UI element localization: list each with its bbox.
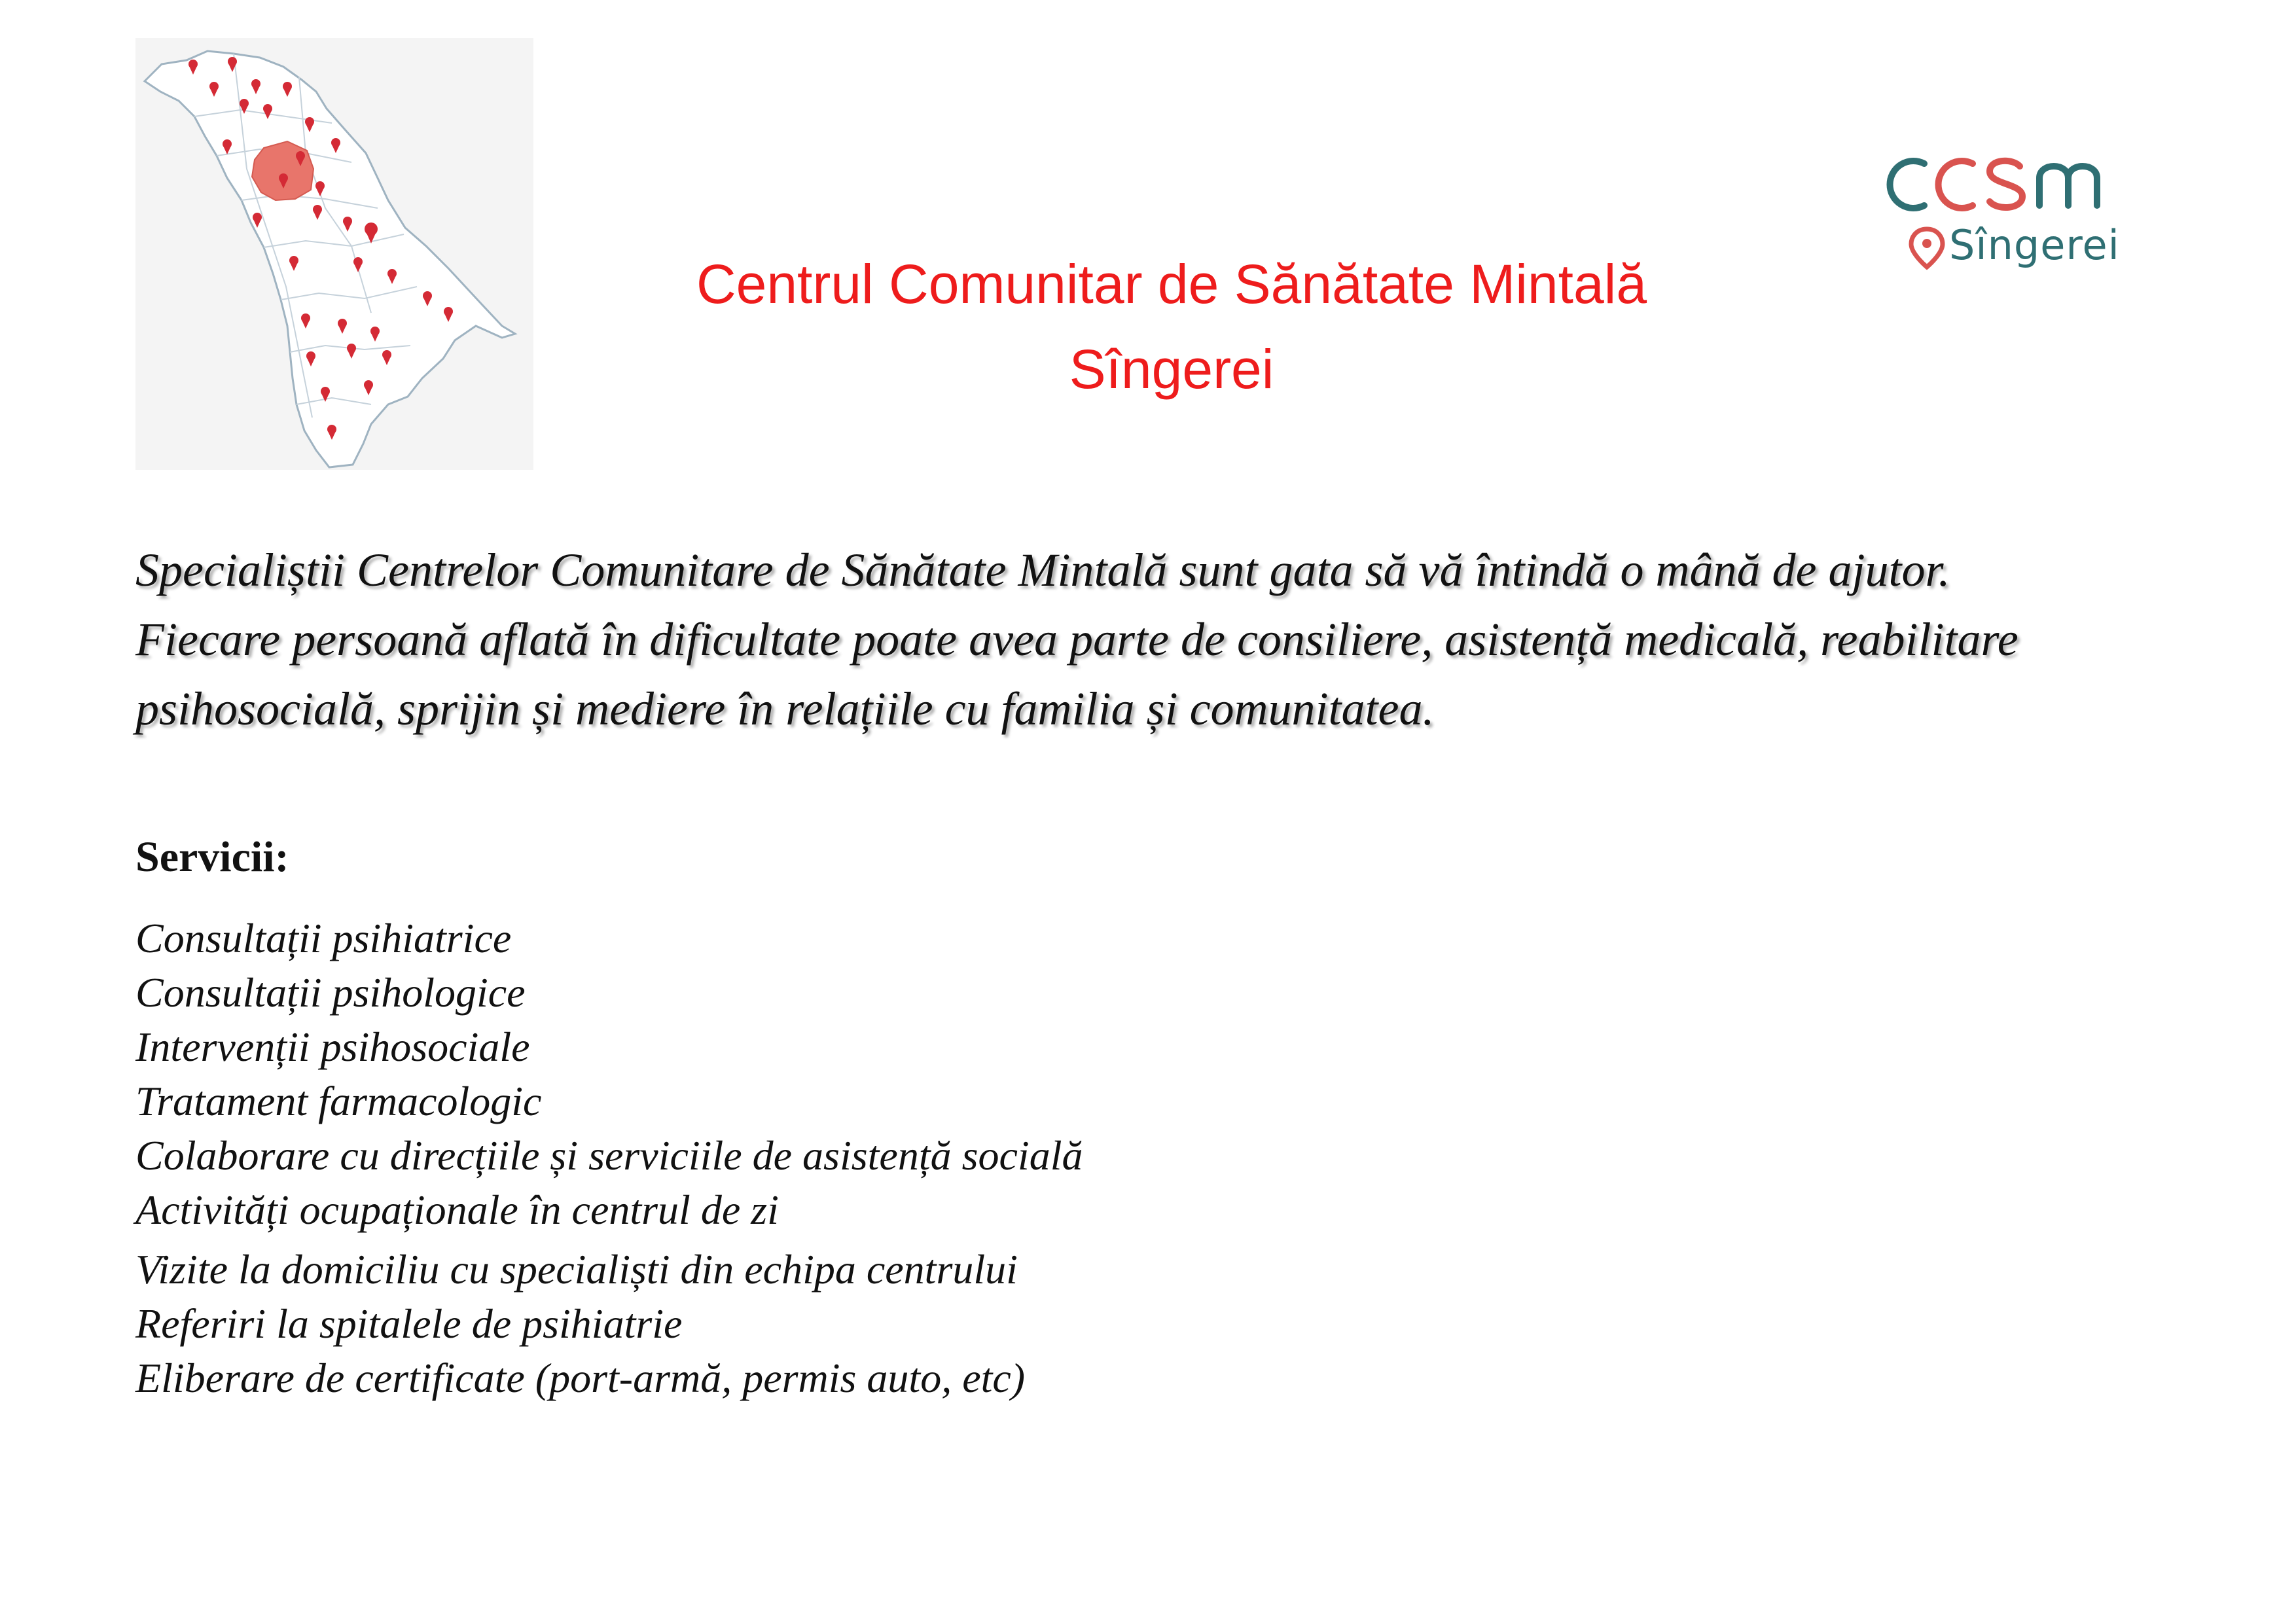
page-subtitle-location: Sîngerei: [1069, 338, 1274, 400]
service-item: Activități ocupaționale în centrul de zi: [135, 1186, 779, 1233]
intro-line: psihosocială, sprijin și mediere în relațiile cu familia și comunitatea.: [135, 683, 1435, 735]
service-item: Consultații psihologice: [135, 969, 526, 1016]
moldova-map-icon: [135, 38, 533, 470]
page-title: Centrul Comunitar de Sănătate Mintală: [696, 253, 1647, 315]
services-list: [135, 911, 1083, 1405]
ccsm-logo: [1885, 137, 2153, 281]
service-item: Vizite la domiciliu cu specialiști din echipa centrului: [135, 1246, 1018, 1293]
service-item: Tratament farmacologic: [135, 1078, 542, 1124]
logo-location-label: Sîngerei: [1949, 221, 2120, 269]
singerei-district-highlight: [252, 141, 314, 200]
service-item: Intervenții psihosociale: [135, 1024, 530, 1070]
intro-line: Specialiștii Centrelor Comunitare de Sănătate Mintală sunt gata să vă întindă o mână de ajutor.: [135, 544, 1950, 596]
service-item: Eliberare de certificate (port-armă, permis auto, etc): [135, 1355, 1026, 1401]
services-heading: Servicii:: [135, 833, 289, 881]
service-item: Colaborare cu direcțiile și serviciile de asistență socială: [135, 1132, 1083, 1179]
service-item: Referiri la spitalele de psihiatrie: [135, 1300, 683, 1347]
service-item: Consultații psihiatrice: [135, 915, 512, 961]
intro-paragraph: [135, 535, 2197, 743]
intro-line: Fiecare persoană aflată în dificultate poate avea parte de consiliere, asistență medicală, reabilitare: [135, 613, 2018, 666]
location-pin-icon: [1911, 229, 1943, 267]
moldova-map-image: [135, 38, 533, 470]
